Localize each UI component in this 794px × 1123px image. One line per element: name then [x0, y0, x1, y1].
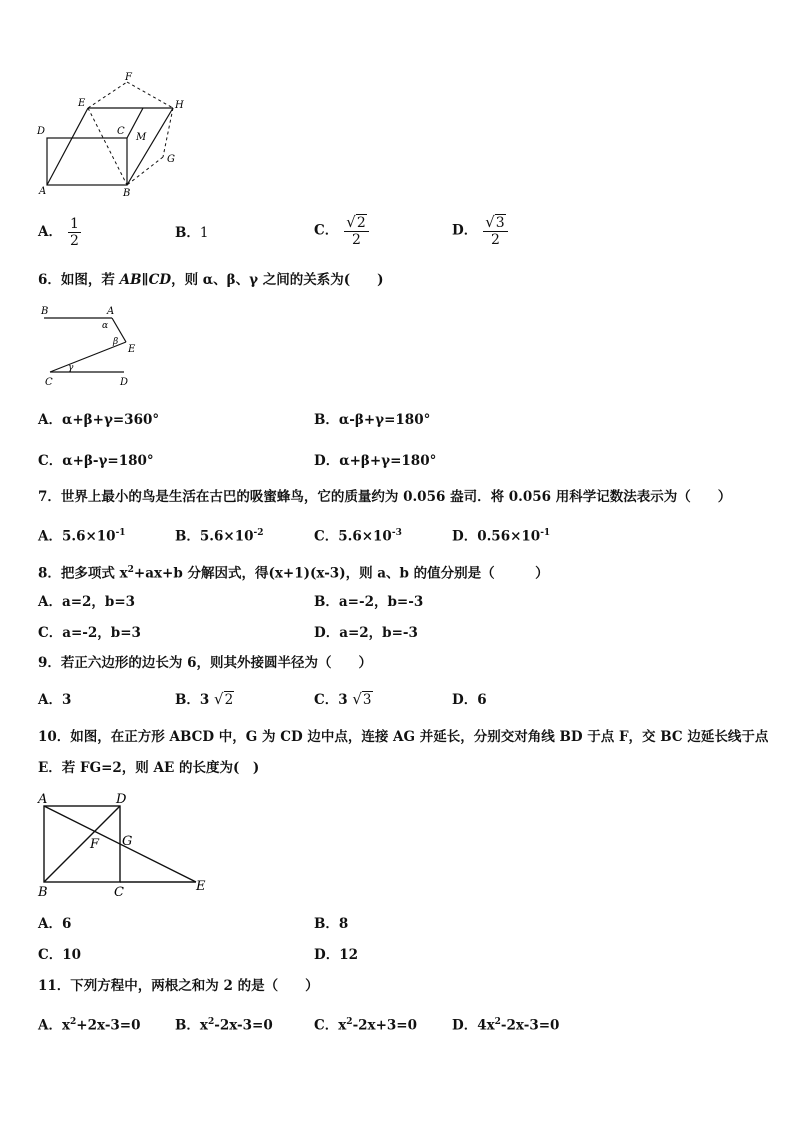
label-A: A: [38, 792, 48, 807]
q11-option-d[interactable]: D．$4x^2-2x-3=0$: [452, 1017, 560, 1034]
q6-math: AB∥CD: [119, 272, 172, 288]
denominator: 2: [491, 232, 500, 248]
q9-option-a[interactable]: A．3: [38, 692, 72, 708]
q10-stem-line2: E．若 FG=2，则 AE 的长度为( ): [38, 760, 260, 776]
label-G: G: [122, 834, 133, 849]
sqrt-symbol: √2: [346, 213, 366, 231]
q5-option-c[interactable]: [314, 214, 369, 248]
q7-option-a[interactable]: A．$5.6\times 10^{-1}$: [38, 528, 126, 545]
label-C: C: [114, 885, 124, 900]
option-letter: D．: [452, 222, 478, 239]
label-A: A: [107, 306, 115, 317]
q5-option-d[interactable]: [452, 214, 508, 248]
label-A: A: [39, 186, 47, 197]
q8-stem: 8．把多项式 $x^2+ax+b$ 分解因式，得(x+1)(x-3)，则 a、b 的值分别是（ ）: [38, 565, 549, 582]
q5-option-b[interactable]: [175, 224, 209, 242]
fraction: [68, 216, 81, 249]
label-D: D: [120, 377, 129, 388]
q10-option-d[interactable]: D．12: [314, 947, 358, 963]
fraction: [483, 214, 507, 248]
q9-stem: 9．若正六边形的边长为 6，则其外接圆半径为（ ）: [38, 655, 372, 671]
label-F: F: [90, 837, 100, 852]
q9-option-c[interactable]: C．3 √3: [314, 690, 372, 708]
q6-option-a[interactable]: A．α+β+γ=360°: [38, 412, 160, 428]
label-M: M: [136, 132, 147, 143]
option-letter: C．: [314, 222, 339, 239]
q11-option-a[interactable]: A．$x^2+2x-3=0$: [38, 1017, 141, 1034]
q9-option-b[interactable]: B．3 √2: [175, 690, 234, 708]
q7-option-d[interactable]: D．$0.56\times 10^{-1}$: [452, 528, 551, 545]
label-B: B: [38, 885, 48, 900]
option-letter: A．: [38, 224, 62, 240]
label-E: E: [196, 879, 206, 894]
q8-option-a[interactable]: A．a=2，b=3: [38, 594, 136, 610]
sqrt-symbol: √2: [214, 690, 234, 708]
q6-option-d[interactable]: D．α+β+γ=180°: [314, 453, 437, 469]
numerator: [344, 214, 368, 231]
q8-option-d[interactable]: D．a=2，b=-3: [314, 625, 418, 641]
label-E: E: [78, 98, 86, 109]
label-F: F: [125, 72, 132, 83]
q7-option-b[interactable]: B．$5.6\times 10^{-2}$: [175, 528, 264, 545]
q11-option-c[interactable]: C．$x^2-2x+3=0$: [314, 1017, 418, 1034]
label-G: G: [167, 154, 175, 165]
option-letter: B．: [175, 225, 200, 241]
q7-stem: 7．世界上最小的鸟是生活在古巴的吸蜜蜂鸟，它的质量约为 0.056 盎司．将 0.056 用科学记数法表示为（ ）: [38, 489, 732, 505]
label-B: B: [41, 306, 49, 317]
option-value: 1: [199, 225, 209, 241]
figure-q6: [36, 302, 146, 390]
q6-option-c[interactable]: C．α+β-γ=180°: [38, 453, 154, 469]
numerator: [483, 214, 507, 231]
label-D: D: [116, 792, 127, 807]
label-beta: β: [113, 337, 119, 347]
q8-option-b[interactable]: B．a=-2，b=-3: [314, 594, 424, 610]
q9-option-d[interactable]: D．6: [452, 692, 487, 708]
label-C: C: [117, 126, 125, 137]
sqrt-symbol: √3: [485, 213, 505, 231]
figure-q5: [30, 70, 190, 200]
q6-option-b[interactable]: B．α-β+γ=180°: [314, 412, 431, 428]
sqrt-symbol: √3: [352, 690, 372, 708]
label-D: D: [37, 126, 46, 137]
q11-stem: 11．下列方程中，两根之和为 2 的是（ ）: [38, 978, 319, 994]
q10-stem-line1: 10．如图，在正方形 ABCD 中，G 为 CD 边中点，连接 AG 并延长，分别交对角线 BD 于点 F，交 BC 边延长线于点: [38, 729, 769, 745]
label-H: H: [175, 100, 184, 111]
denominator: 2: [352, 232, 361, 248]
q6-stem: 6．如图，若 AB∥CD，则 α、β、γ 之间的关系为( ): [38, 272, 384, 288]
numerator: 1: [69, 216, 79, 232]
q8-option-c[interactable]: C．a=-2，b=3: [38, 625, 141, 641]
q10-option-b[interactable]: B．8: [314, 916, 349, 932]
q10-option-c[interactable]: C．10: [38, 947, 82, 963]
q10-option-a[interactable]: A．6: [38, 916, 72, 932]
figure-q10: [34, 790, 214, 902]
q7-option-c[interactable]: C．$5.6\times 10^{-3}$: [314, 528, 402, 545]
denominator: 2: [69, 233, 79, 249]
label-B: B: [123, 188, 131, 199]
q5-option-a[interactable]: [38, 216, 81, 249]
label-E: E: [128, 344, 136, 355]
label-gamma: γ: [68, 363, 74, 373]
fraction: [344, 214, 368, 248]
label-C: C: [45, 377, 53, 388]
label-alpha: α: [102, 321, 109, 331]
q11-option-b[interactable]: B．$x^2-2x-3=0$: [175, 1017, 273, 1034]
